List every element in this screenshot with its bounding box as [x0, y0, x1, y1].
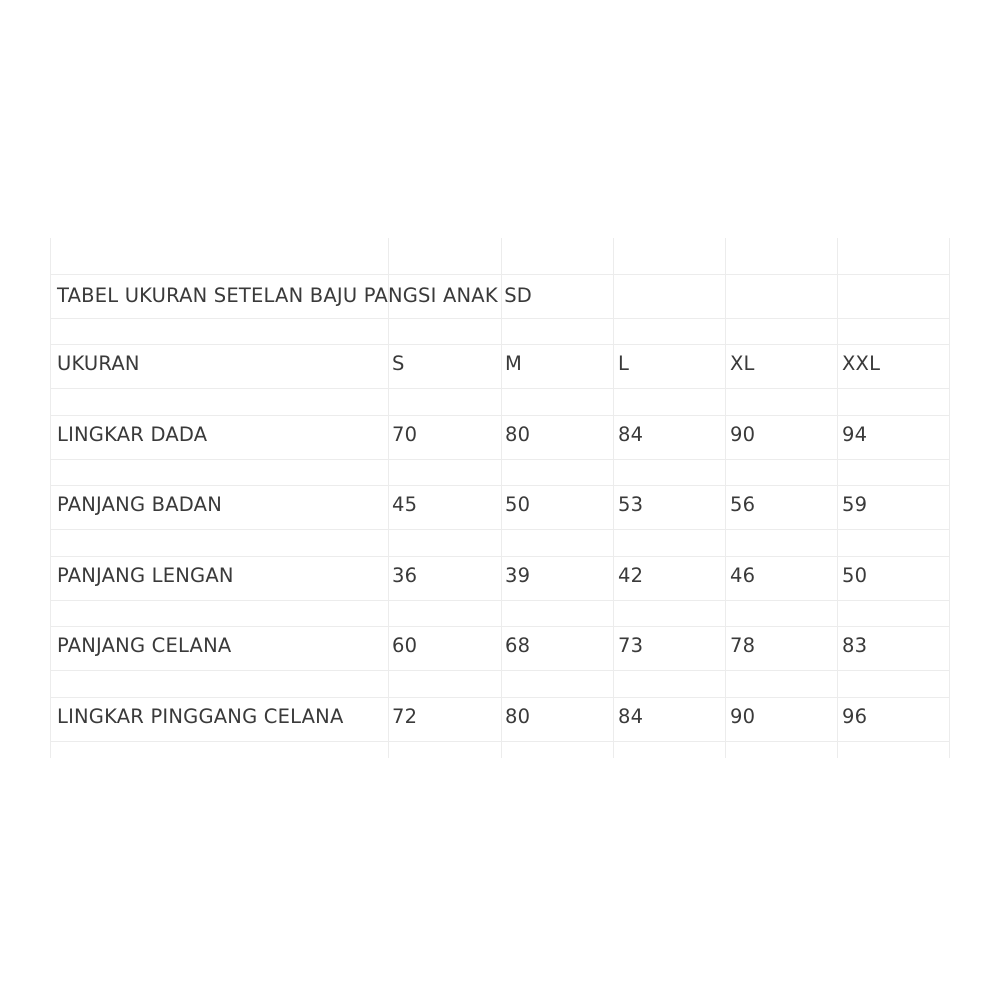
grid-line [725, 238, 726, 758]
header-ukuran: UKURAN [57, 352, 140, 375]
grid-line [50, 388, 950, 389]
table-cell: 60 [392, 634, 418, 657]
table-cell: 36 [392, 564, 418, 587]
grid-line [949, 238, 950, 758]
table-cell: 78 [730, 634, 756, 657]
table-cell: 80 [505, 705, 531, 728]
table-cell: 72 [392, 705, 418, 728]
row-label: PANJANG BADAN [57, 493, 222, 516]
row-label: PANJANG CELANA [57, 634, 232, 657]
size-chart-table [50, 238, 950, 758]
grid-line [837, 238, 838, 758]
table-cell: 80 [505, 423, 531, 446]
grid-line [50, 238, 51, 758]
row-label: PANJANG LENGAN [57, 564, 234, 587]
header-size-l: L [618, 352, 630, 375]
table-cell: 56 [730, 493, 756, 516]
table-cell: 83 [842, 634, 868, 657]
table-title: TABEL UKURAN SETELAN BAJU PANGSI ANAK SD [57, 284, 533, 307]
table-cell: 73 [618, 634, 644, 657]
row-label: LINGKAR PINGGANG CELANA [57, 705, 344, 728]
grid-line [50, 741, 950, 742]
table-cell: 50 [842, 564, 868, 587]
table-cell: 42 [618, 564, 644, 587]
grid-line [50, 459, 950, 460]
table-cell: 96 [842, 705, 868, 728]
grid-line [613, 238, 614, 758]
table-cell: 45 [392, 493, 418, 516]
table-cell: 39 [505, 564, 531, 587]
row-label: LINGKAR DADA [57, 423, 208, 446]
table-cell: 94 [842, 423, 868, 446]
table-cell: 59 [842, 493, 868, 516]
table-cell: 53 [618, 493, 644, 516]
table-cell: 84 [618, 423, 644, 446]
header-size-xxl: XXL [842, 352, 881, 375]
grid-line [50, 600, 950, 601]
grid-line [50, 344, 950, 345]
table-cell: 46 [730, 564, 756, 587]
grid-line [50, 318, 950, 319]
grid-line [501, 238, 502, 758]
header-size-s: S [392, 352, 405, 375]
header-size-xl: XL [730, 352, 755, 375]
grid-line [50, 529, 950, 530]
grid-line [50, 274, 950, 275]
table-cell: 84 [618, 705, 644, 728]
table-cell: 90 [730, 705, 756, 728]
header-size-m: M [505, 352, 523, 375]
table-cell: 68 [505, 634, 531, 657]
grid-line [50, 670, 950, 671]
grid-line [388, 238, 389, 758]
table-cell: 70 [392, 423, 418, 446]
table-cell: 50 [505, 493, 531, 516]
table-cell: 90 [730, 423, 756, 446]
